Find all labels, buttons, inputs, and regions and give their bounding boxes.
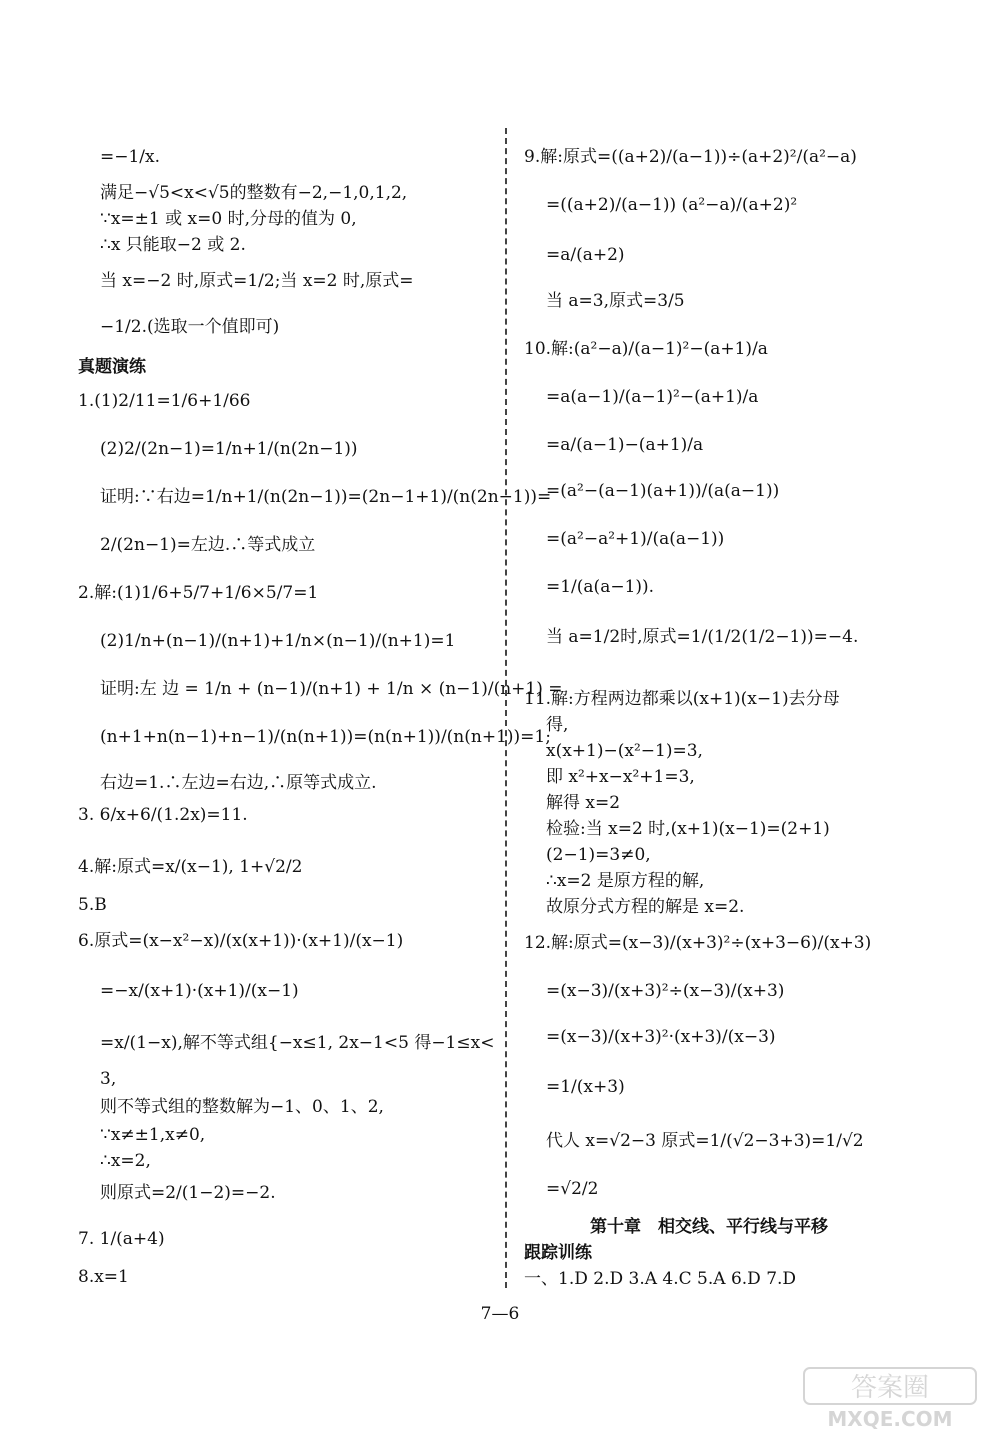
left-line-3: ∵x=±1 或 x=0 时,分母的值为 0, [100, 209, 357, 229]
right-line-14: x(x+1)−(x²−1)=3, [546, 741, 703, 761]
left-line-14: (n+1+n(n−1)+n−1)/(n(n+1))=(n(n+1))/(n(n+1))=1; [100, 727, 551, 747]
right-line-8: =(a²−(a−1)(a+1))/(a(a−1)) [546, 481, 780, 501]
right-line-21: 12.解:原式=(x−3)/(x+3)²÷(x+3−6)/(x+3) [524, 933, 872, 953]
right-line-19: ∴x=2 是原方程的解, [546, 871, 705, 891]
right-line-7: =a/(a−1)−(a+1)/a [546, 435, 704, 455]
right-line-2: =((a+2)/(a−1)) (a²−a)/(a+2)² [546, 195, 798, 215]
section-heading-genzong: 跟踪训练 [524, 1243, 592, 1263]
left-line-25: ∴x=2, [100, 1151, 151, 1171]
right-line-1: 9.解:原式=((a+2)/(a−1))÷(a+2)²/(a²−a) [524, 147, 857, 167]
left-line-28: 8.x=1 [78, 1267, 129, 1287]
section-heading-zhenti: 真题演练 [78, 357, 146, 377]
page-number: 7—6 [480, 1304, 520, 1324]
left-line-12: (2)1/n+(n−1)/(n+1)+1/n×(n−1)/(n+1)=1 [100, 631, 456, 651]
right-line-11: 当 a=1/2时,原式=1/(1/2(1/2−1))=−4. [546, 627, 859, 647]
right-line-4: 当 a=3,原式=3/5 [546, 291, 685, 311]
left-line-9: 证明:∵右边=1/n+1/(n(2n−1))=(2n−1+1)/(n(2n−1))= [100, 487, 552, 507]
right-line-16: 解得 x=2 [546, 793, 621, 813]
left-line-1: =−1/x. [100, 147, 161, 167]
right-line-10: =1/(a(a−1)). [546, 577, 655, 597]
left-line-21: =x/(1−x),解不等式组{−x≤1, 2x−1<5 得−1≤x< [100, 1033, 495, 1053]
right-line-13: 得, [546, 715, 569, 735]
right-line-6: =a(a−1)/(a−1)²−(a+1)/a [546, 387, 759, 407]
right-line-25: 代人 x=√2−3 原式=1/(√2−3+3)=1/√2 [546, 1131, 864, 1151]
right-line-29: 一、1.D 2.D 3.A 4.C 5.A 6.D 7.D [524, 1269, 797, 1289]
chapter-title: 第十章 相交线、平行线与平移 [590, 1217, 828, 1237]
right-line-12: 11.解:方程两边都乘以(x+1)(x−1)去分母 [524, 689, 840, 709]
right-line-17: 检验:当 x=2 时,(x+1)(x−1)=(2+1) [546, 819, 830, 839]
right-line-24: =1/(x+3) [546, 1077, 625, 1097]
right-line-20: 故原分式方程的解是 x=2. [546, 897, 745, 917]
left-line-20: =−x/(x+1)·(x+1)/(x−1) [100, 981, 299, 1001]
right-line-23: =(x−3)/(x+3)²·(x+3)/(x−3) [546, 1027, 776, 1047]
left-line-8: (2)2/(2n−1)=1/n+1/(n(2n−1)) [100, 439, 358, 459]
left-line-19: 6.原式=(x−x²−x)/(x(x+1))·(x+1)/(x−1) [78, 931, 404, 951]
left-line-15: 右边=1.∴左边=右边,∴原等式成立. [100, 773, 377, 793]
right-line-26: =√2/2 [546, 1179, 599, 1199]
right-line-9: =(a²−a²+1)/(a(a−1)) [546, 529, 725, 549]
right-line-5: 10.解:(a²−a)/(a−1)²−(a+1)/a [524, 339, 768, 359]
left-line-22: 3, [100, 1069, 117, 1089]
right-line-18: (2−1)=3≠0, [546, 845, 651, 865]
left-line-17: 4.解:原式=x/(x−1), 1+√2/2 [78, 857, 303, 877]
right-line-15: 即 x²+x−x²+1=3, [546, 767, 695, 787]
left-line-5: 当 x=−2 时,原式=1/2;当 x=2 时,原式= [100, 271, 414, 291]
left-line-23: 则不等式组的整数解为−1、0、1、2, [100, 1097, 384, 1117]
left-line-26: 则原式=2/(1−2)=−2. [100, 1183, 276, 1203]
watermark-logo-text: 答案圈 [850, 1373, 930, 1403]
left-line-7: 1.(1)2/11=1/6+1/66 [78, 391, 251, 411]
left-line-2: 满足−√5<x<√5的整数有−2,−1,0,1,2, [100, 183, 408, 203]
left-line-24: ∵x≠±1,x≠0, [100, 1125, 206, 1145]
left-line-10: 2/(2n−1)=左边.∴等式成立 [100, 535, 316, 555]
watermark-url: MXQE.COM [827, 1407, 953, 1431]
right-line-3: =a/(a+2) [546, 245, 625, 265]
left-line-6: −1/2.(选取一个值即可) [100, 317, 280, 337]
column-divider [505, 128, 507, 1288]
right-line-22: =(x−3)/(x+3)²÷(x−3)/(x+3) [546, 981, 785, 1001]
left-line-11: 2.解:(1)1/6+5/7+1/6×5/7=1 [78, 583, 319, 603]
left-line-18: 5.B [78, 895, 107, 915]
left-line-13: 证明:左 边 = 1/n + (n−1)/(n+1) + 1/n × (n−1)/(n+1) = [100, 679, 563, 699]
left-line-4: ∴x 只能取−2 或 2. [100, 235, 246, 255]
left-line-27: 7. 1/(a+4) [78, 1229, 165, 1249]
watermark-logo [802, 1366, 978, 1432]
left-line-16: 3. 6/x+6/(1.2x)=11. [78, 805, 248, 825]
